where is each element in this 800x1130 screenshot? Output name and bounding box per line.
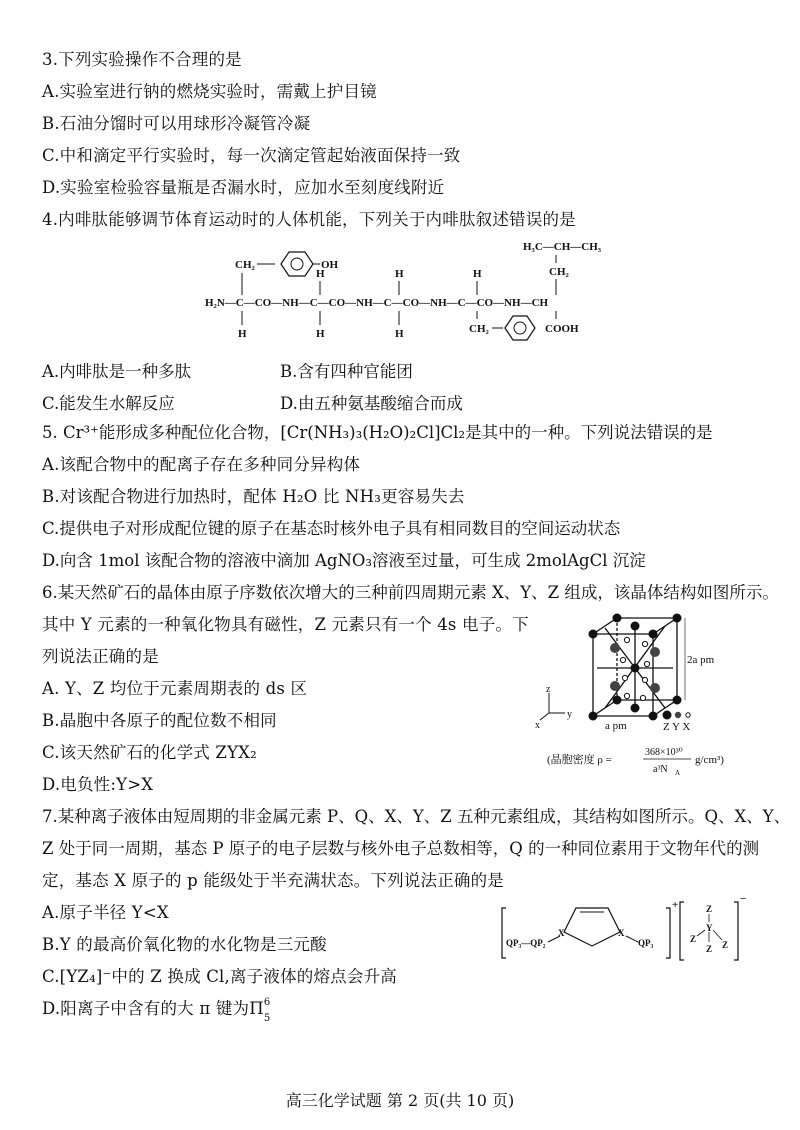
q6-option-a: A. Y、Z 均位于元素周期表的 ds 区 (42, 679, 308, 698)
imidazolium-ring-icon (564, 908, 620, 946)
ring-x-left: X (558, 928, 565, 938)
q4-stem: 4.内啡肽能够调节体育运动时的人体机能，下列关于内啡肽叙述错误的是 (42, 210, 576, 229)
axis-y-label: y (567, 709, 572, 720)
anion-z-right: Z (722, 940, 729, 950)
q7-stem-line-2: Z 处于同一周期，基态 P 原子的电子层数与核外电子总数相等，Q 的一种同位素用于文物年代的测 (42, 839, 760, 858)
anion-charge: − (740, 893, 747, 905)
cation-charge: + (672, 899, 679, 911)
legend-x-atom (686, 713, 690, 717)
density-denominator-sub: A (675, 769, 681, 777)
page-footer: 高三化学试题 第 2 页(共 10 页) (285, 1091, 515, 1110)
density-numerator: 368×10³⁰ (645, 747, 683, 758)
q3-option-d: D.实验室检验容量瓶是否漏水时，应加水至刻度线附近 (42, 178, 445, 197)
anion-y: Y (706, 923, 713, 933)
q7-option-d-text: D.阳离子中含有的大 π 键为Π (42, 999, 264, 1018)
q4-option-a: A.内啡肽是一种多肽 (42, 362, 192, 381)
axis-z-label: z (546, 684, 551, 695)
density-unit: g/cm³) (695, 754, 724, 766)
anion-z-left: Z (690, 934, 697, 944)
anion-z-bottom: Z (706, 944, 713, 954)
q4-options-row-2 (42, 390, 742, 412)
q7-option-d-sub: 5 (263, 1013, 271, 1024)
q5-option-a: A.该配合物中的配离子存在多种同分异构体 (42, 455, 361, 474)
phe-ch2: CH₂ (469, 323, 489, 335)
q5-option-d: D.向含 1mol 该配合物的溶液中滴加 AgNO₃溶液至过量，可生成 2molAgCl 沉淀 (42, 551, 646, 570)
q4-option-c: C.能发生水解反应 (42, 394, 175, 413)
leu-cooh: COOH (545, 323, 579, 335)
phenol-oh: OH (321, 259, 339, 271)
q6-option-b: B.晶胞中各原子的配位数不相同 (42, 711, 277, 730)
q6-stem-line-2: 其中 Y 元素的一种氧化物具有磁性，Z 元素只有一个 4s 电子。下 (42, 615, 529, 634)
q7-option-d-sup: 6 (263, 997, 271, 1008)
anion-z-top: Z (706, 904, 713, 914)
tyr-ch2: CH₂ (235, 259, 255, 271)
q4-option-d: D.由五种氨基酸缩合而成 (280, 394, 463, 413)
q7-option-c: C.[YZ₄]⁻中的 Z 换成 Cl,离子液体的熔点会升高 (42, 967, 397, 986)
q6-option-c: C.该天然矿石的化学式 ZYX₂ (42, 743, 257, 762)
width-label: a pm (605, 720, 627, 732)
q3-stem: 3.下列实验操作不合理的是 (42, 50, 242, 69)
q3-option-c: C.中和滴定平行实验时，每一次滴定管起始液面保持一致 (42, 146, 461, 165)
h-2b: H (316, 328, 325, 340)
q7-stem-line-3: 定，基态 X 原子的 p 能级处于半充满状态。下列说法正确的是 (42, 871, 504, 890)
endorphin-structure (205, 233, 605, 343)
density-prefix: (晶胞密度 ρ = (547, 754, 612, 766)
h-2a: H (316, 268, 325, 280)
q7-stem-line-1: 7.某种离子液体由短周期的非金属元素 P、Q、X、Y、Z 五种元素组成，其结构如图所示。Q、X、Y、 (42, 807, 791, 826)
legend-z-atom (663, 711, 672, 720)
q5-option-b: B.对该配合物进行加热时，配体 H₂O 比 NH₃更容易失去 (42, 487, 465, 506)
q3-option-b: B.石油分馏时可以用球形冷凝管冷凝 (42, 114, 311, 133)
q6-option-d: D.电负性:Y>X (42, 775, 154, 794)
height-label: 2a pm (687, 654, 715, 666)
q5-stem: 5. Cr³⁺能形成多种配位化合物，[Cr(NH₃)₃(H₂O)₂Cl]Cl₂是其中的一种。下列说法错误的是 (42, 423, 713, 442)
q6-stem-line-1: 6.某天然矿石的晶体由原子序数依次增大的三种前四周期元素 X、Y、Z 组成，该晶体结构如图所示。 (42, 583, 779, 602)
q3-option-a: A.实验室进行钠的燃烧实验时，需戴上护目镜 (42, 82, 377, 101)
cation-left-chain: QP₃—QP₂ (506, 938, 546, 948)
h-1: H (238, 328, 247, 340)
phenol-ring-icon (281, 252, 313, 276)
cation-right-chain: QP₃ (638, 938, 654, 948)
benzene-ring-icon (505, 316, 535, 340)
legend-labels: Z Y X (663, 721, 691, 733)
axes-icon (540, 693, 565, 720)
q4-options-row-1 (42, 358, 742, 380)
main-chain-text: H₂N—C—CO—NH—C—CO—NH—C—CO—NH—C—CO—NH—CH (205, 297, 549, 309)
leu-ch2: CH₂ (549, 266, 569, 278)
ionic-liquid-structure (500, 890, 750, 965)
q7-option-a: A.原子半径 Y<X (42, 903, 169, 922)
h-3a: H (395, 268, 404, 280)
axis-x-label: x (535, 720, 540, 731)
leu-isopropyl: H₃C—CH—CH₃ (523, 241, 602, 253)
legend-y-atom (675, 712, 681, 718)
crystal-unit-cell-figure (535, 608, 765, 778)
crystal-atoms (589, 614, 682, 721)
q6-stem-line-3: 列说法正确的是 (42, 647, 159, 666)
q7-option-b: B.Y 的最高价氧化物的水化物是三元酸 (42, 935, 327, 954)
q7-option-d (42, 997, 273, 1024)
q5-option-c: C.提供电子对形成配位键的原子在基态时核外电子具有相同数目的空间运动状态 (42, 519, 621, 538)
density-denominator: a³N (653, 764, 668, 775)
h-4a: H (473, 268, 482, 280)
q4-option-b: B.含有四种官能团 (280, 362, 413, 381)
ring-x-right: X (618, 928, 625, 938)
h-3b: H (395, 328, 404, 340)
